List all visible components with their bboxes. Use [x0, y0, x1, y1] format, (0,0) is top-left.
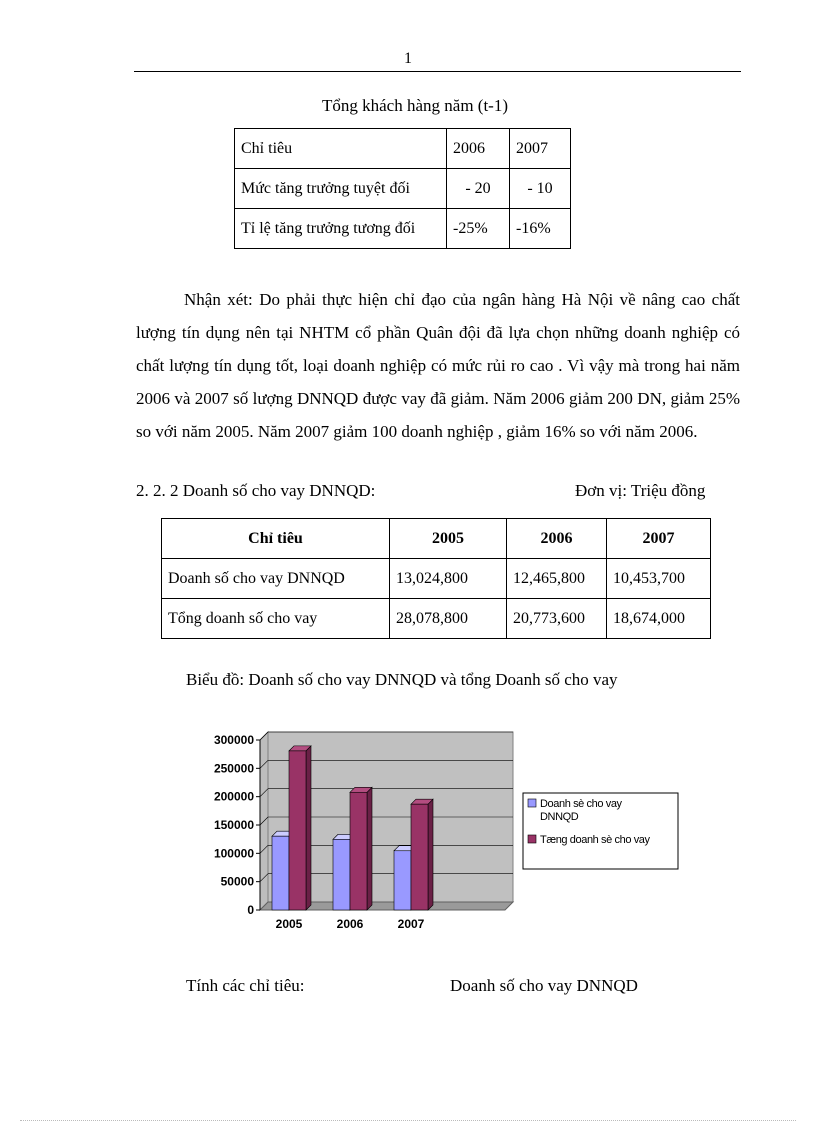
remark-paragraph	[136, 283, 740, 448]
table-cell: Mức tăng trưởng tuyệt đối	[235, 169, 447, 209]
bar-side	[306, 746, 311, 910]
bar	[350, 792, 367, 910]
table-cell: 20,773,600	[507, 599, 607, 639]
table-cell: 13,024,800	[390, 559, 507, 599]
bar	[289, 751, 306, 910]
table-cell: Tổng doanh số cho vay	[162, 599, 390, 639]
y-tick-label: 200000	[213, 789, 254, 804]
table-header-cell: 2007	[510, 129, 571, 169]
bar	[272, 836, 289, 910]
table-row	[162, 599, 711, 639]
x-tick-label: 2006	[336, 917, 364, 931]
table-cell: 18,674,000	[607, 599, 711, 639]
y-tick-label: 250000	[213, 761, 254, 776]
table-cell: -25%	[447, 209, 510, 249]
footer-right-text: Doanh số cho vay DNNQD	[450, 976, 638, 995]
y-tick-label: 150000	[213, 818, 254, 832]
legend-label: Tæng doanh sè cho vay	[540, 834, 650, 846]
bar	[394, 851, 411, 910]
table-row	[162, 559, 711, 599]
table-header-cell: 2006	[447, 129, 510, 169]
table-header-cell: 2005	[390, 519, 507, 559]
table-header-row	[162, 519, 711, 559]
bar	[333, 839, 350, 910]
legend-label: Doanh sè cho vay DNNQD	[540, 798, 622, 823]
table-cell: -16%	[510, 209, 571, 249]
table-header-cell: 2007	[607, 519, 711, 559]
growth-table	[234, 128, 571, 249]
unit-label: Đơn vị: Triệu đồng	[575, 481, 706, 500]
table-cell: 10,453,700	[607, 559, 711, 599]
bottom-rule	[20, 1120, 796, 1121]
table-header-row	[235, 129, 571, 169]
table1-title: Tổng khách hàng năm (t-1)	[322, 96, 508, 115]
y-tick-label: 0	[247, 903, 254, 917]
table-header-cell: 2006	[507, 519, 607, 559]
table-header-cell: Chỉ tiêu	[162, 519, 390, 559]
x-tick-label: 2007	[397, 917, 425, 931]
chart-caption: Biểu đồ: Doanh số cho vay DNNQD và tổng Doanh số cho vay	[186, 670, 618, 689]
legend-swatch	[528, 835, 536, 843]
loan-bar-chart	[190, 725, 690, 940]
table-cell: - 10	[510, 169, 571, 209]
page-number: 1	[404, 50, 412, 67]
header-rule	[134, 71, 741, 72]
table-cell: Tỉ lệ tăng trưởng tương đối	[235, 209, 447, 249]
y-tick-label: 300000	[213, 733, 254, 747]
x-tick-label: 2005	[275, 917, 303, 931]
table-row	[235, 209, 571, 249]
legend-swatch	[528, 799, 536, 807]
table-header-cell: Chỉ tiêu	[235, 129, 447, 169]
section-title: 2. 2. 2 Doanh số cho vay DNNQD:	[136, 481, 376, 500]
loan-sales-table	[161, 518, 711, 639]
bar-side	[367, 787, 372, 910]
table-cell: - 20	[447, 169, 510, 209]
table-row	[235, 169, 571, 209]
bar	[411, 804, 428, 910]
remark-text: Nhận xét: Do phải thực hiện chỉ đạo của ngân hàng Hà Nội về nâng cao chất lượng tín dụng nên tại NHTM cổ phần Quân đội đã lựa chọn những doanh nghiệp có chất lượng tín dụng tốt, loại doanh nghiệp có mức rủi ro cao . Vì vậy mà trong hai năm 2006 và 2007 số lượng DNNQD được vay đã giảm. Năm 2006 giảm 200 DN, giảm 25% so với năm 2005. Năm 2007 giảm 100 doanh nghiệp , giảm 16% so với năm 2006.	[136, 290, 740, 441]
table-cell: 28,078,800	[390, 599, 507, 639]
footer-left-text: Tính các chỉ tiêu:	[186, 976, 305, 995]
y-tick-label: 50000	[220, 874, 254, 889]
table-cell: Doanh số cho vay DNNQD	[162, 559, 390, 599]
bar-side	[428, 799, 433, 910]
y-tick-label: 100000	[213, 846, 254, 861]
table-cell: 12,465,800	[507, 559, 607, 599]
